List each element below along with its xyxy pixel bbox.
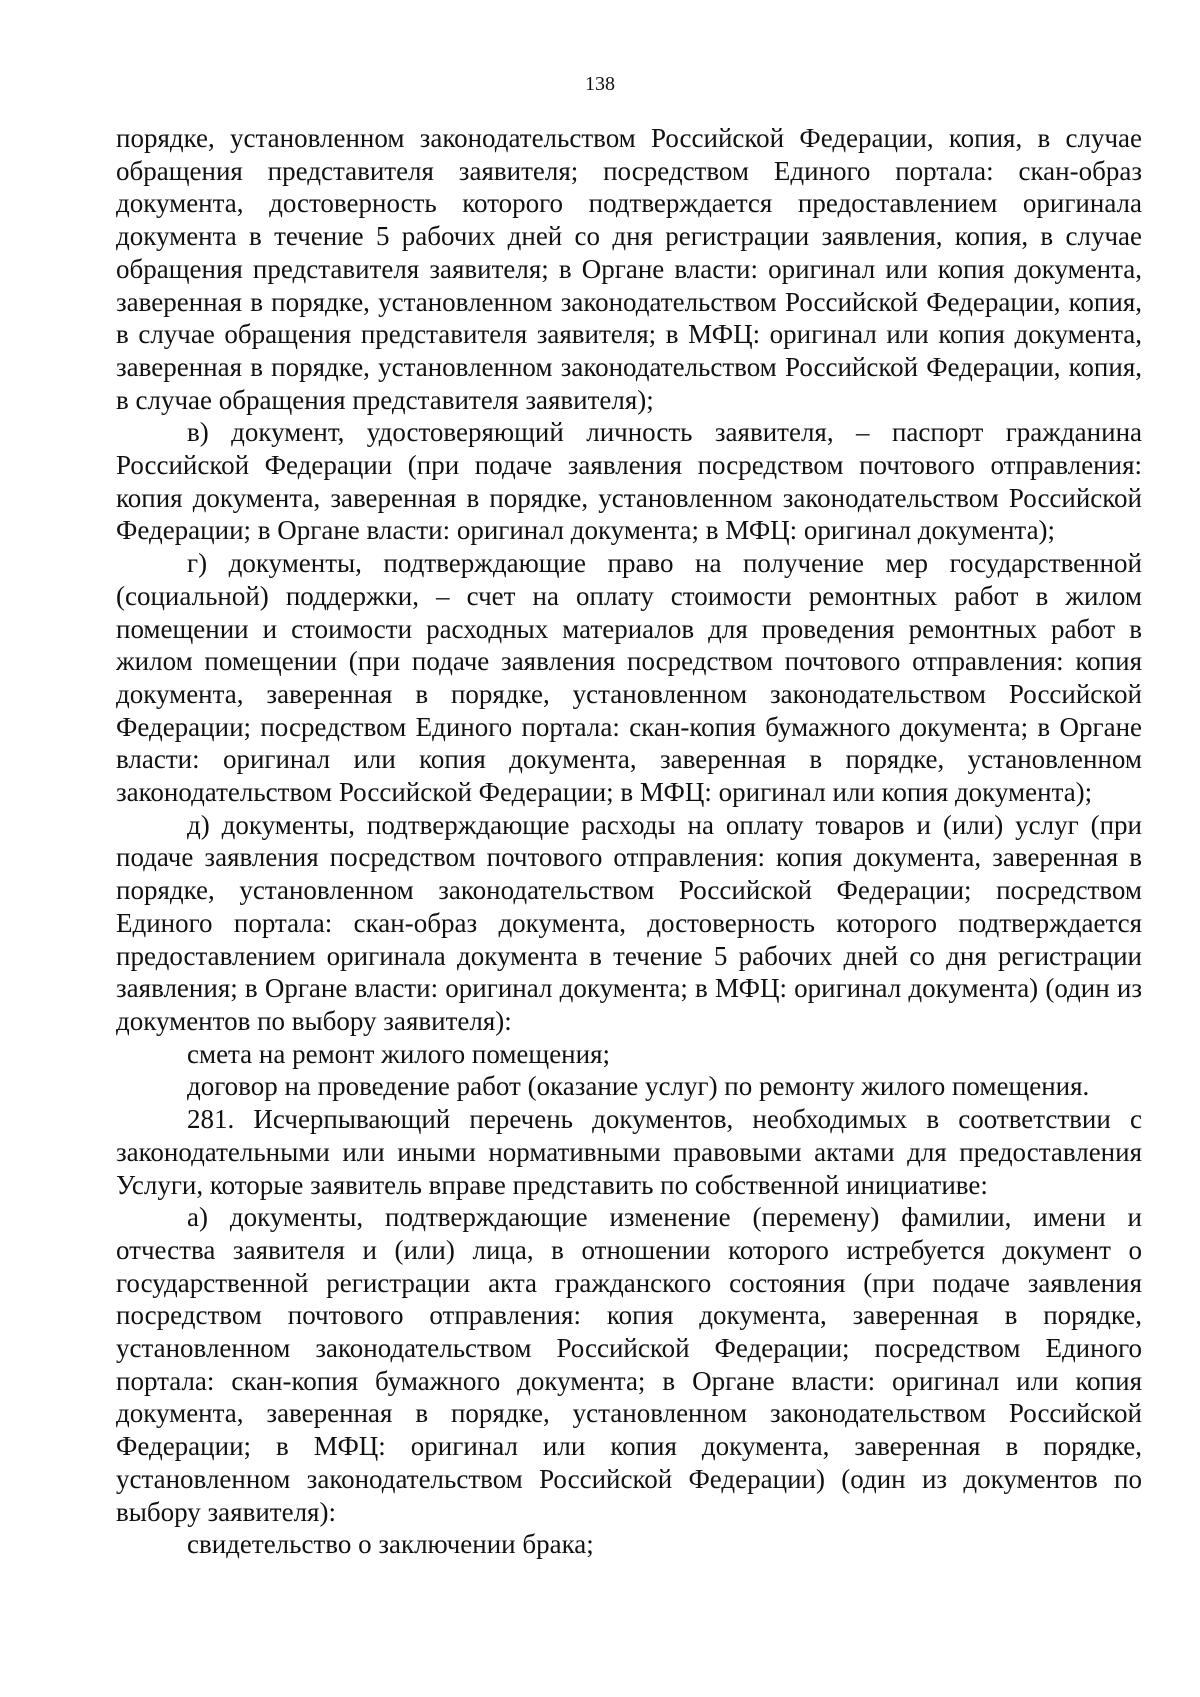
paragraph-continuation: порядке, установленном законодательством Российской Федерации, копия, в случае обращения представителя заявителя; посредством Единого портала: скан-образ документа, достоверность которого подтверждается предоставлением оригинала документа в течение 5 рабочих дней со дня регистрации заявления, копия, в случае обращения представителя заявителя; в Органе власти: оригинал или копия документа, заверенная в порядке, установленном законодательством Российской Федерации, копия, в случае обращения представителя заявителя; в МФЦ: оригинал или копия документа, заверенная в порядке, установленном законодательством Российской Федерации, копия, в случае обращения представителя заявителя); xyxy=(116,123,1142,415)
paragraph-item-g: г) документы, подтверждающие право на получение мер государственной (социальной) поддержки, – счет на оплату стоимости ремонтных работ в жилом помещении и стоимости расходных материалов для проведения ремонтных работ в жилом помещении (при подаче заявления посредством почтового отправления: копия документа, заверенная в порядке, установленном законодательством Российской Федерации; посредством Единого портала: скан-копия бумажного документа; в Органе власти: оригинал или копия документа, заверенная в порядке, установленном законодательством Российской Федерации; в МФЦ: оригинал или копия документа); xyxy=(116,548,1142,808)
document-body xyxy=(116,122,1142,1561)
paragraph-item-v: в) документ, удостоверяющий личность заявителя, – паспорт гражданина Российской Федерации (при подаче заявления посредством почтового отправления: копия документа, заверенная в порядке, установленном законодательством Российской Федерации; в Органе власти: оригинал документа; в МФЦ: оригинал документа); xyxy=(116,417,1142,546)
paragraph-item-a: а) документы, подтверждающие изменение (перемену) фамилии, имени и отчества заявителя и (или) лица, в отношении которого истребуется документ о государственной регистрации акта гражданского состояния (при подаче заявления посредством почтового отправления: копия документа, заверенная в порядке, установленном законодательством Российской Федерации; посредством Единого портала: скан-копия бумажного документа; в Органе власти: оригинал или копия документа, заверенная в порядке, установленном законодательством Российской Федерации; в МФЦ: оригинал или копия документа, заверенная в порядке, установленном законодательством Российской Федерации) (один из документов по выбору заявителя): xyxy=(116,1202,1142,1527)
paragraph-list-entry-contract: договор на проведение работ (оказание услуг) по ремонту жилого помещения. xyxy=(187,1071,1090,1102)
page-number: 138 xyxy=(585,73,615,95)
paragraph-list-entry-estimate: смета на ремонт жилого помещения; xyxy=(187,1038,610,1069)
paragraph-list-entry-marriage: свидетельство о заключении брака; xyxy=(187,1529,594,1560)
paragraph-item-d: д) документы, подтверждающие расходы на оплату товаров и (или) услуг (при подаче заявления посредством почтового отправления: копия документа, заверенная в порядке, установленном законодательством Российской Федерации; посредством Единого портала: скан-образ документа, достоверность которого подтверждается предоставлением оригинала документа в течение 5 рабочих дней со дня регистрации заявления; в Органе власти: оригинал документа; в МФЦ: оригинал документа) (один из документов по выбору заявителя): xyxy=(116,809,1142,1036)
paragraph-clause-281: 281. Исчерпывающий перечень документов, необходимых в соответствии с законодательными или иными нормативными правовыми актами для предоставления Услуги, которые заявитель вправе представить по собственной инициативе: xyxy=(116,1104,1142,1200)
